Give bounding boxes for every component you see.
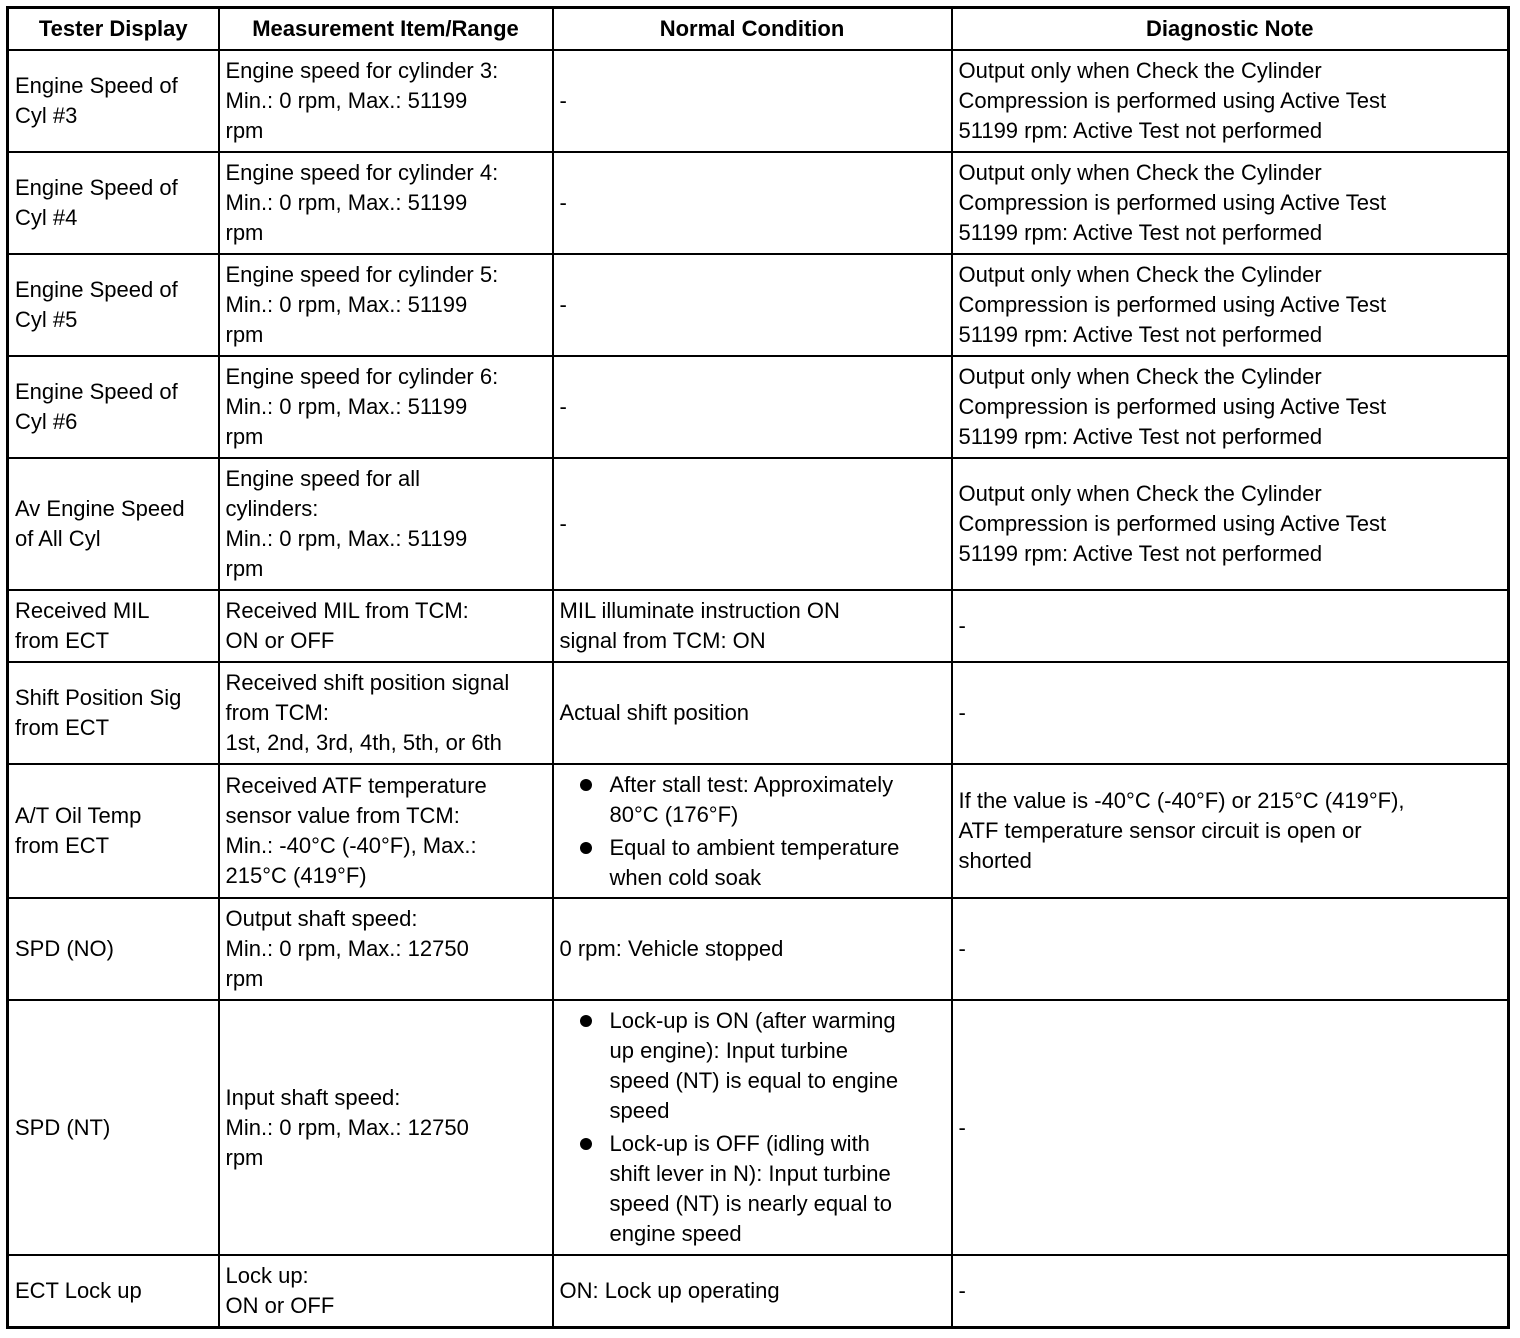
- table-row: [8, 50, 1509, 152]
- header-tester-display: Tester Display: [8, 8, 219, 51]
- table-row: [8, 152, 1509, 254]
- normal-condition-cell: MIL illuminate instruction ON signal from TCM: ON: [553, 590, 952, 662]
- normal-condition-cell: 0 rpm: Vehicle stopped: [553, 898, 952, 1000]
- normal-condition-cell: -: [553, 50, 952, 152]
- header-measurement-item: Measurement Item/Range: [219, 8, 553, 51]
- normal-condition-cell: [553, 764, 952, 898]
- normal-condition-cell: -: [553, 458, 952, 590]
- normal-condition-cell: [553, 1000, 952, 1255]
- measurement-cell: Received ATF temperature sensor value from TCM: Min.: -40°C (-40°F), Max.: 215°C (419°F): [219, 764, 553, 898]
- diagnostic-note-cell: Output only when Check the Cylinder Compression is performed using Active Test 51199 rpm: Active Test not performed: [952, 356, 1509, 458]
- measurement-cell: Engine speed for cylinder 4: Min.: 0 rpm, Max.: 51199 rpm: [219, 152, 553, 254]
- list-item: After stall test: Approximately 80°C (176°F): [560, 770, 945, 830]
- diagnostic-note-cell: -: [952, 1255, 1509, 1327]
- diagnostic-note-cell: -: [952, 1000, 1509, 1255]
- measurement-cell: Input shaft speed: Min.: 0 rpm, Max.: 12750 rpm: [219, 1000, 553, 1255]
- normal-condition-cell: -: [553, 152, 952, 254]
- tester-display-cell: SPD (NO): [8, 898, 219, 1000]
- list-item: Equal to ambient temperature when cold soak: [560, 833, 945, 893]
- diagnostic-note-cell: Output only when Check the Cylinder Compression is performed using Active Test 51199 rpm: Active Test not performed: [952, 50, 1509, 152]
- normal-condition-cell: -: [553, 356, 952, 458]
- diagnostic-note-cell: If the value is -40°C (-40°F) or 215°C (419°F), ATF temperature sensor circuit is open or shorted: [952, 764, 1509, 898]
- table-row: [8, 898, 1509, 1000]
- measurement-cell: Engine speed for all cylinders: Min.: 0 rpm, Max.: 51199 rpm: [219, 458, 553, 590]
- table-row: [8, 764, 1509, 898]
- table-row: [8, 1255, 1509, 1327]
- tester-display-cell: Shift Position Sig from ECT: [8, 662, 219, 764]
- diagnostic-note-cell: -: [952, 898, 1509, 1000]
- table-row: [8, 254, 1509, 356]
- measurement-cell: Received shift position signal from TCM: 1st, 2nd, 3rd, 4th, 5th, or 6th: [219, 662, 553, 764]
- header-row: [8, 8, 1509, 51]
- diagnostic-note-cell: -: [952, 590, 1509, 662]
- measurement-cell: Received MIL from TCM: ON or OFF: [219, 590, 553, 662]
- table-row: [8, 590, 1509, 662]
- tester-display-cell: ECT Lock up: [8, 1255, 219, 1327]
- measurement-cell: Engine speed for cylinder 5: Min.: 0 rpm, Max.: 51199 rpm: [219, 254, 553, 356]
- header-diagnostic-note: Diagnostic Note: [952, 8, 1509, 51]
- table-row: [8, 662, 1509, 764]
- table-row: [8, 1000, 1509, 1255]
- list-item: Lock-up is OFF (idling with shift lever in N): Input turbine speed (NT) is nearly equal to engine speed: [560, 1129, 945, 1249]
- normal-condition-cell: -: [553, 254, 952, 356]
- normal-condition-cell: Actual shift position: [553, 662, 952, 764]
- measurement-cell: Output shaft speed: Min.: 0 rpm, Max.: 12750 rpm: [219, 898, 553, 1000]
- tester-display-cell: Engine Speed of Cyl #4: [8, 152, 219, 254]
- tester-display-cell: Engine Speed of Cyl #3: [8, 50, 219, 152]
- diagnostic-note-cell: Output only when Check the Cylinder Compression is performed using Active Test 51199 rpm: Active Test not performed: [952, 152, 1509, 254]
- normal-condition-cell: ON: Lock up operating: [553, 1255, 952, 1327]
- table-row: [8, 458, 1509, 590]
- tester-display-cell: A/T Oil Temp from ECT: [8, 764, 219, 898]
- diagnostic-note-cell: Output only when Check the Cylinder Compression is performed using Active Test 51199 rpm: Active Test not performed: [952, 254, 1509, 356]
- tester-display-cell: Av Engine Speed of All Cyl: [8, 458, 219, 590]
- tester-display-cell: SPD (NT): [8, 1000, 219, 1255]
- table-row: [8, 356, 1509, 458]
- tester-display-cell: Engine Speed of Cyl #6: [8, 356, 219, 458]
- diagnostic-note-cell: -: [952, 662, 1509, 764]
- header-normal-condition: Normal Condition: [553, 8, 952, 51]
- bullet-list: [560, 770, 945, 893]
- measurement-cell: Lock up: ON or OFF: [219, 1255, 553, 1327]
- list-item: Lock-up is ON (after warming up engine): Input turbine speed (NT) is equal to engine speed: [560, 1006, 945, 1126]
- measurement-cell: Engine speed for cylinder 6: Min.: 0 rpm, Max.: 51199 rpm: [219, 356, 553, 458]
- tester-display-cell: Engine Speed of Cyl #5: [8, 254, 219, 356]
- diagnostic-note-cell: Output only when Check the Cylinder Compression is performed using Active Test 51199 rpm: Active Test not performed: [952, 458, 1509, 590]
- bullet-list: [560, 1006, 945, 1249]
- measurement-cell: Engine speed for cylinder 3: Min.: 0 rpm, Max.: 51199 rpm: [219, 50, 553, 152]
- diagnostic-data-table: [6, 6, 1510, 1329]
- tester-display-cell: Received MIL from ECT: [8, 590, 219, 662]
